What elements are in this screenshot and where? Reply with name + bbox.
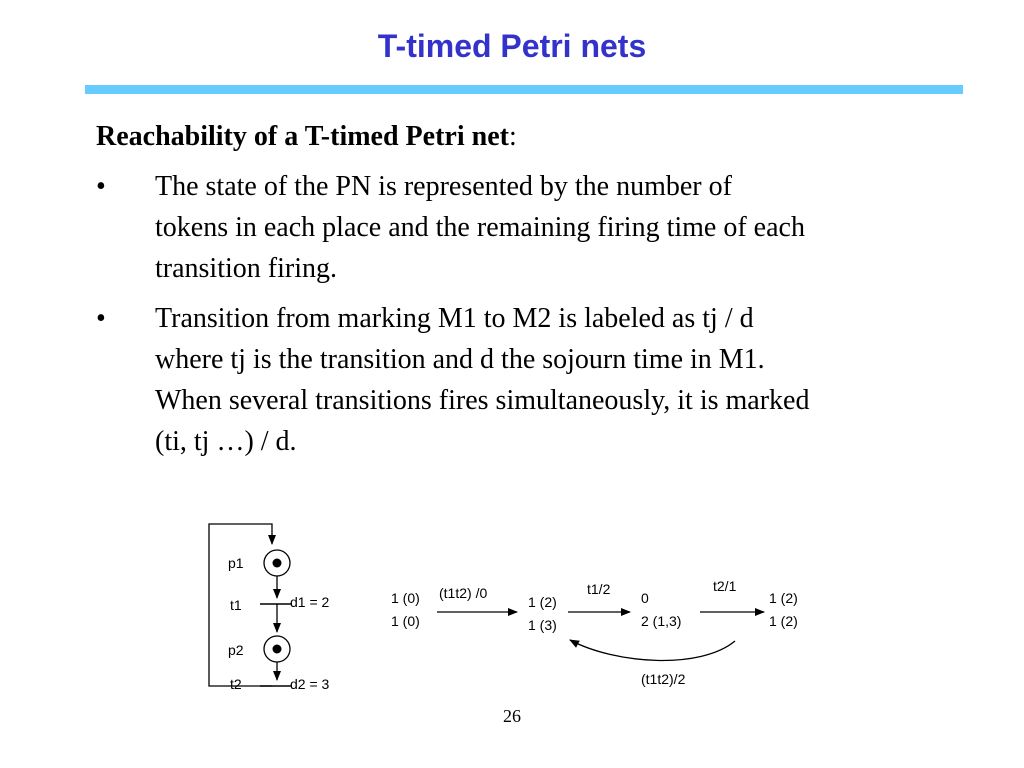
bullet-2-line-1: Transition from marking M1 to M2 is labeled as tj / d: [155, 303, 754, 334]
place-p1-token: [273, 559, 282, 568]
edge-4-arrow: [570, 640, 735, 660]
transition-t2-delay: d2 = 3: [290, 676, 330, 692]
petri-net: [209, 524, 330, 692]
state-4-line-2: 1 (2): [769, 613, 798, 629]
state-1-line-1: 1 (0): [391, 590, 420, 606]
transition-t1-delay: d1 = 2: [290, 594, 330, 610]
state-4-line-1: 1 (2): [769, 590, 798, 606]
place-p1-label: p1: [228, 555, 244, 571]
state-3-line-2: 2 (1,3): [641, 613, 682, 629]
place-p2-label: p2: [228, 642, 244, 658]
state-1-line-2: 1 (0): [391, 613, 420, 629]
slide-title: T-timed Petri nets: [377, 28, 647, 64]
section-heading-colon: :: [508, 121, 517, 152]
edge-2-label: t1/2: [587, 581, 611, 597]
transition-t1-label: t1: [230, 597, 242, 613]
edge-3-label: t2/1: [713, 578, 737, 594]
state-3-line-1: 0: [641, 590, 649, 606]
edge-1-label: (t1t2) /0: [439, 585, 488, 601]
bullet-1-line-2: tokens in each place and the remaining firing time of each: [155, 212, 805, 243]
place-p2-token: [273, 645, 282, 654]
page-number: 26: [503, 706, 521, 726]
bullet-2-line-4: (ti, tj …) / d.: [155, 426, 297, 457]
bullet-2-line-2: where tj is the transition and d the sojourn time in M1.: [155, 344, 765, 375]
reachability-graph: [391, 578, 798, 687]
state-2-line-1: 1 (2): [528, 594, 557, 610]
bullet-2-line-3: When several transitions fires simultaneously, it is marked: [155, 385, 810, 416]
section-heading-text: Reachability of a T-timed Petri net: [96, 121, 509, 152]
bullet-marker-1: •: [96, 171, 106, 202]
state-2-line-2: 1 (3): [528, 617, 557, 633]
bullet-1-line-3: transition firing.: [155, 253, 337, 284]
edge-4-label: (t1t2)/2: [641, 671, 686, 687]
bullet-marker-2: •: [96, 303, 106, 334]
bullet-1-line-1: The state of the PN is represented by the number of: [155, 171, 732, 202]
transition-t2-label: t2: [230, 676, 242, 692]
